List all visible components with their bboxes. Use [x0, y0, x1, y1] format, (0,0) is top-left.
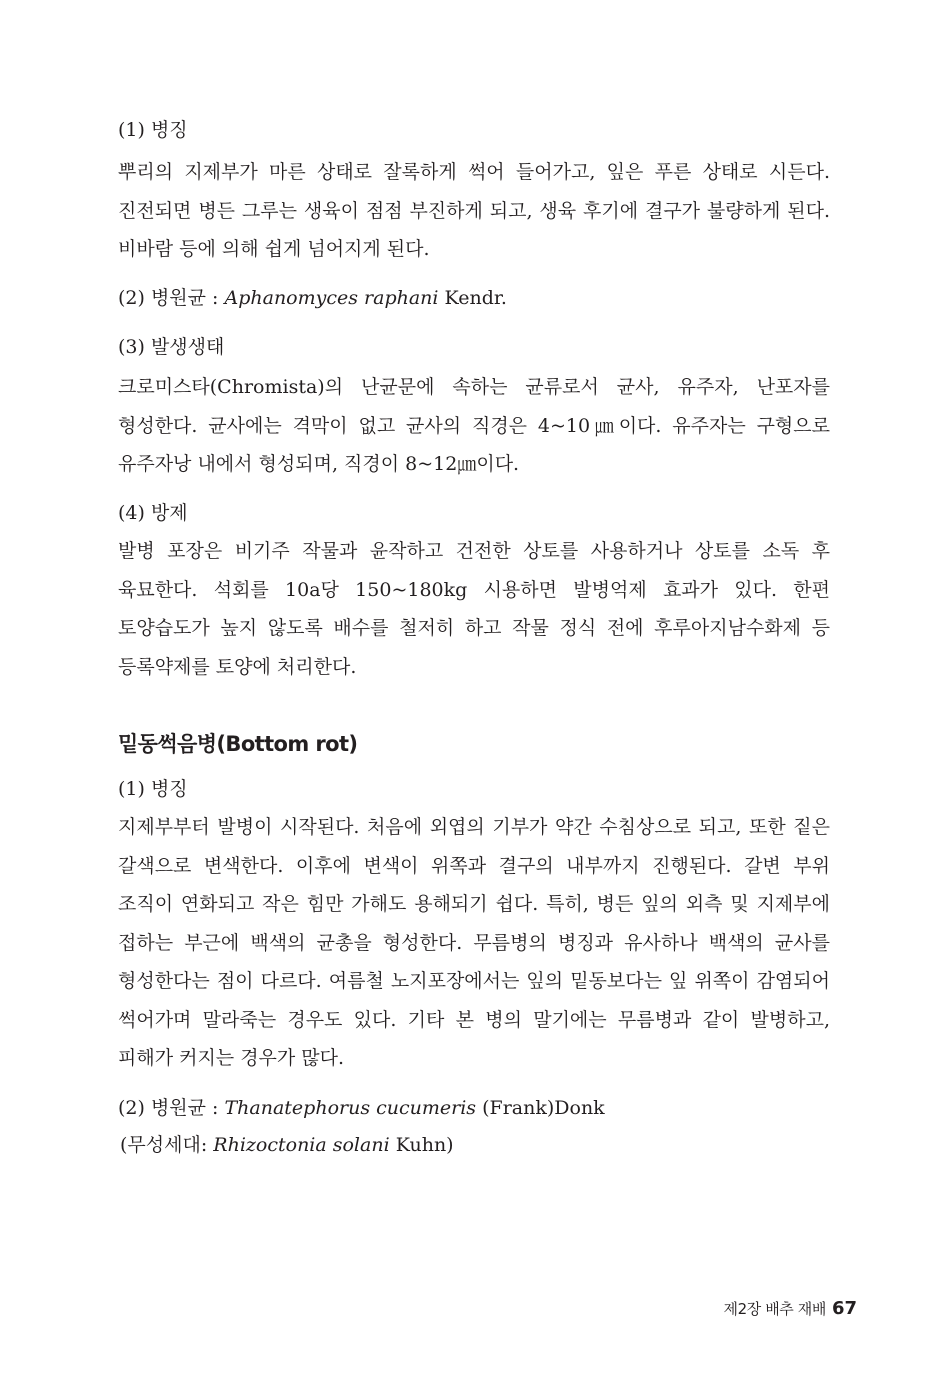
symptom-heading: (1) 병징 [118, 119, 188, 141]
chapter-title: 제2장 배추 재배 [723, 1300, 826, 1318]
page-footer [724, 1297, 857, 1321]
section-title: 밑동썩음병(Bottom rot) [118, 732, 358, 756]
pathogen-author-2: (Frank)Donk [476, 1097, 605, 1119]
anamorph-author: Kuhn) [389, 1134, 454, 1156]
control-paragraph: 발병 포장은 비기주 작물과 윤작하고 건전한 상토를 사용하거나 상토를 소독 후 육묘한다. 석회를 10a당 150~180kg 시용하면 발병억제 효과가 있다. 한편 토양습도가 높지 않도록 배수를 철저히 하고 작물 정식 전에 후루아지남수화제 등 등록약제를 토양에 처리한다. [118, 540, 830, 678]
anamorph-species: Rhizoctonia solani [213, 1134, 390, 1156]
symptom-heading-2: (1) 병징 [118, 778, 188, 800]
symptom-paragraph: 뿌리의 지제부가 마른 상태로 잘록하게 썩어 들어가고, 잎은 푸른 상태로 시든다. 진전되면 병든 그루는 생육이 점점 부진하게 되고, 생육 후기에 결구가 불량하게 된다. 비바람 등에 의해 쉽게 넘어지게 된다. [118, 161, 830, 260]
pathogen-label-2: (2) 병원균 : [118, 1097, 225, 1119]
anamorph-line [120, 1132, 832, 1158]
pathogen-species: Aphanomyces raphani [224, 287, 439, 309]
pathogen-line-2 [118, 1095, 830, 1121]
control-heading: (4) 방제 [118, 502, 188, 524]
pathogen-label: (2) 병원균 : [118, 287, 225, 309]
pathogen-author: Kendr. [438, 287, 507, 309]
page-number: 67 [831, 1298, 857, 1319]
anamorph-label: (무성세대: [120, 1134, 214, 1156]
pathogen-species-2: Thanatephorus cucumeris [224, 1097, 477, 1119]
pathogen-line [118, 285, 830, 311]
ecology-heading: (3) 발생생태 [118, 336, 225, 358]
symptom-paragraph-2: 지제부부터 발병이 시작된다. 처음에 외엽의 기부가 약간 수침상으로 되고, 또한 짙은 갈색으로 변색한다. 이후에 변색이 위쪽과 결구의 내부까지 진행된다. 갈변 부위 조직이 연화되고 작은 힘만 가해도 용해되기 쉽다. 특히, 병든 잎의 외측 및 지제부에 접하는 부근에 백색의 균총을 형성한다. 무름병의 병징과 유사하나 백색의 균사를 형성한다는 점이 다르다. 여름철 노지포장에서는 잎의 밑동보다는 잎 위쪽이 감염되어 썩어가며 말라죽는 경우도 있다. 기타 본 병의 말기에는 무름병과 같이 발병하고, 피해가 커지는 경우가 많다. [118, 816, 830, 1069]
ecology-paragraph: 크로미스타(Chromista)의 난균문에 속하는 균류로서 균사, 유주자, 난포자를 형성한다. 균사에는 격막이 없고 균사의 직경은 4~10㎛이다. 유주자는 구형으로 유주자낭 내에서 형성되며, 직경이 8~12㎛이다. [118, 376, 830, 475]
